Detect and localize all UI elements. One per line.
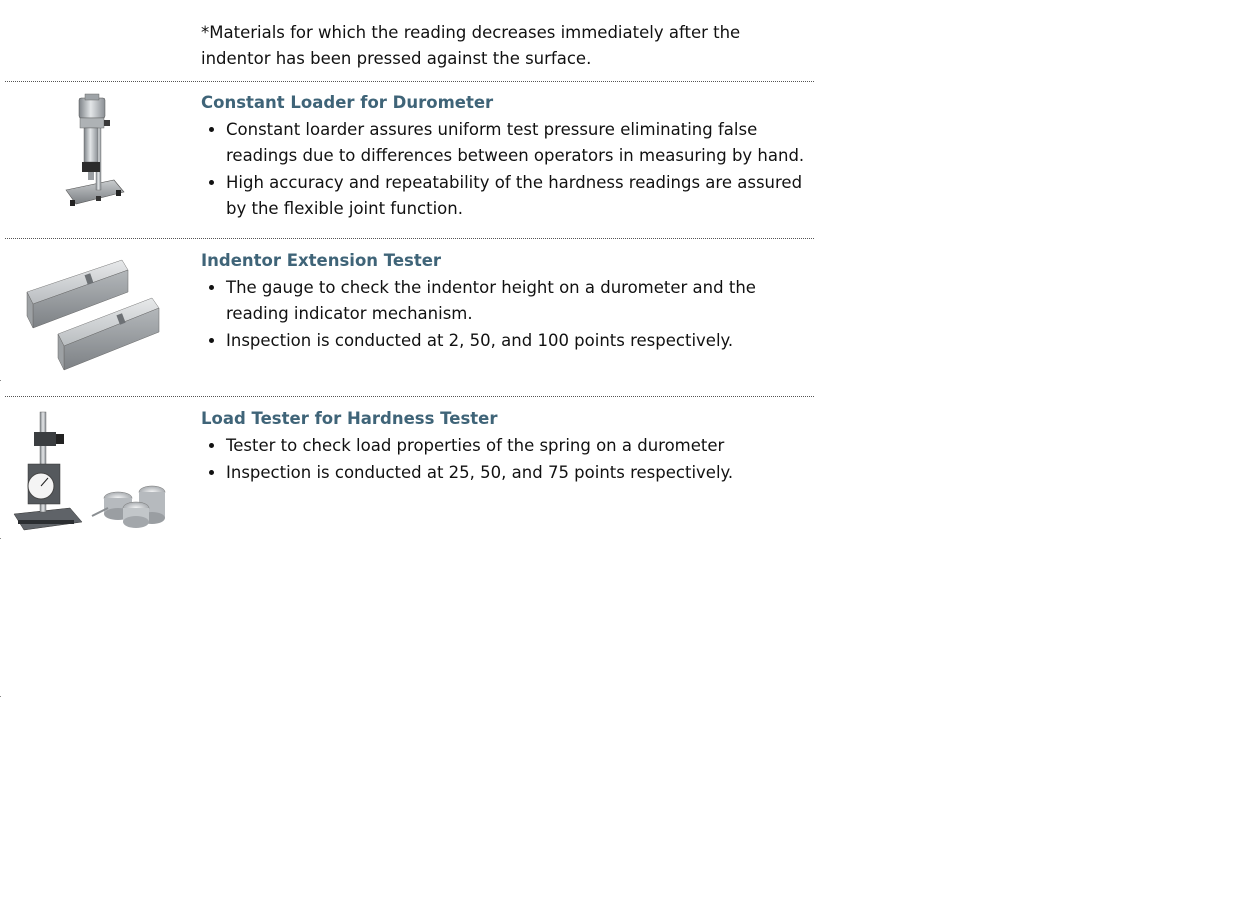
materials-footnote: *Materials for which the reading decreases immediately after the indentor has been pressed against the surface.: [201, 23, 741, 68]
section-divider: [5, 396, 814, 397]
feature-item: • Inspection is conducted at 25, 50, and 75 points respectively.: [226, 460, 811, 486]
product-title: Constant Loader for Durometer: [201, 93, 494, 112]
product-title: Indentor Extension Tester: [201, 251, 442, 270]
feature-item: • Constant loarder assures uniform test pressure eliminating false readings due to differences between operators in measuring by hand.: [226, 117, 811, 169]
feature-item: • High accuracy and repeatability of the hardness readings are assured by the flexible joint function.: [226, 170, 811, 222]
corner-mark: [0, 538, 1, 539]
product-info: [201, 408, 811, 487]
product-load-tester: [0, 408, 815, 538]
product-constant-loader: [0, 92, 815, 232]
feature-item: • The gauge to check the indentor height on a durometer and the reading indicator mechanism.: [226, 275, 811, 327]
product-indentor-extension-tester: [0, 250, 815, 390]
section-divider: [5, 238, 814, 239]
feature-list: [201, 117, 811, 222]
product-title: Load Tester for Hardness Tester: [201, 409, 498, 428]
product-info: [201, 92, 811, 223]
feature-list: [201, 275, 811, 354]
section-divider: [5, 81, 814, 82]
feature-item: • Tester to check load properties of the spring on a durometer: [226, 433, 811, 459]
product-info: [201, 250, 811, 355]
gauge-blocks-icon: [0, 252, 190, 377]
constant-loader-stand-icon: [0, 92, 190, 217]
corner-mark: [0, 696, 1, 697]
feature-item: • Inspection is conducted at 2, 50, and 100 points respectively.: [226, 328, 811, 354]
feature-list: [201, 433, 811, 486]
load-tester-with-weights-icon: [0, 408, 190, 533]
corner-mark: [0, 380, 1, 381]
